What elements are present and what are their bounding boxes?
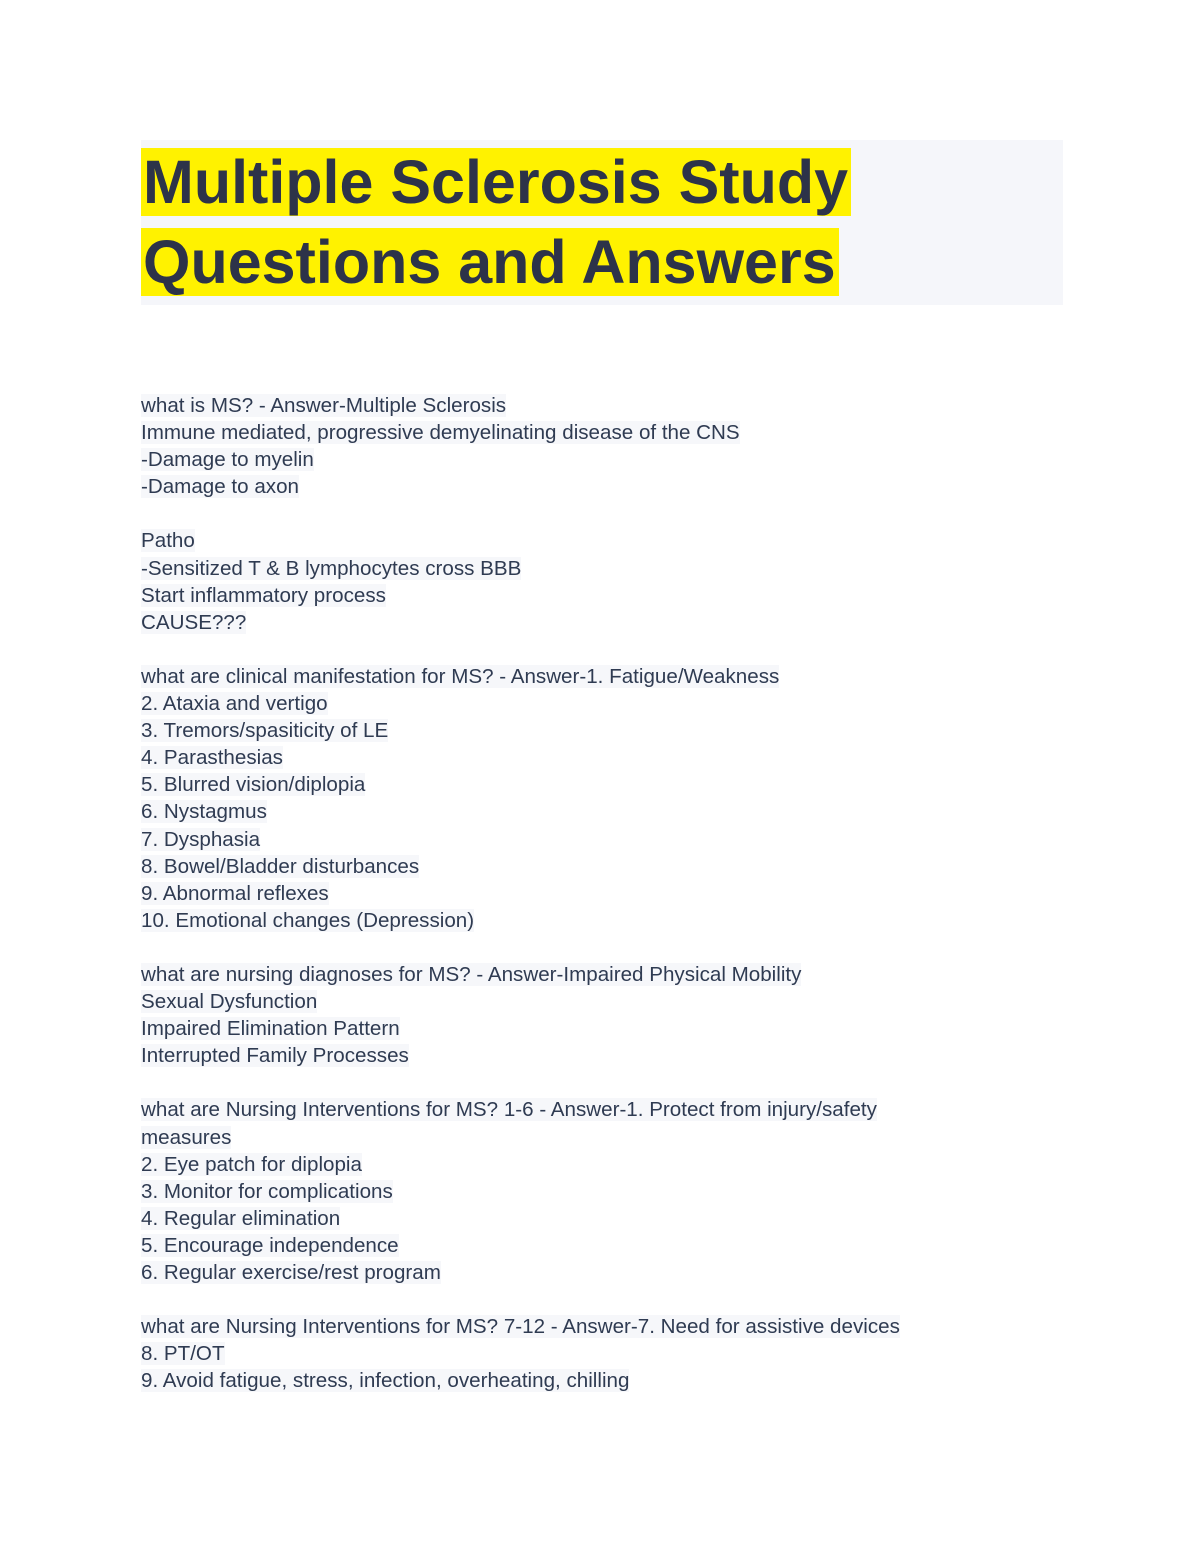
text-line: 2. Ataxia and vertigo bbox=[141, 692, 328, 716]
text-line: 10. Emotional changes (Depression) bbox=[141, 908, 475, 932]
text-line: -Damage to axon bbox=[141, 475, 299, 499]
text-line: 9. Avoid fatigue, stress, infection, overheating, chilling bbox=[141, 1369, 630, 1393]
title-line-2: Questions and Answers bbox=[141, 228, 839, 296]
qa-content bbox=[141, 392, 1021, 1422]
text-line: 5. Blurred vision/diplopia bbox=[141, 773, 366, 797]
text-line: 6. Nystagmus bbox=[141, 800, 267, 824]
text-line: what is MS? - Answer-Multiple Sclerosis bbox=[141, 394, 507, 417]
text-line: Immune mediated, progressive demyelinating disease of the CNS bbox=[141, 421, 740, 445]
text-line: Interrupted Family Processes bbox=[141, 1044, 409, 1068]
text-line: 8. Bowel/Bladder disturbances bbox=[141, 854, 420, 878]
qa-block-interventions-7-12 bbox=[141, 1313, 1021, 1394]
text-line: what are nursing diagnoses for MS? - Answer-Impaired Physical Mobility bbox=[141, 962, 802, 986]
text-line: 7. Dysphasia bbox=[141, 827, 261, 851]
text-line: 5. Encourage independence bbox=[141, 1233, 399, 1257]
text-line: Patho bbox=[141, 529, 195, 553]
text-line: what are clinical manifestation for MS? - Answer-1. Fatigue/Weakness bbox=[141, 664, 780, 688]
text-line: CAUSE??? bbox=[141, 610, 247, 634]
qa-block-interventions-1-6 bbox=[141, 1096, 1021, 1286]
text-line: -Damage to myelin bbox=[141, 448, 314, 472]
text-line: measures bbox=[141, 1125, 232, 1149]
title-line-1: Multiple Sclerosis Study bbox=[141, 148, 851, 216]
text-line: what are Nursing Interventions for MS? 1-6 - Answer-1. Protect from injury/safety bbox=[141, 1098, 877, 1122]
text-line: 4. Regular elimination bbox=[141, 1206, 341, 1230]
text-line: 8. PT/OT bbox=[141, 1342, 225, 1366]
qa-block-patho bbox=[141, 527, 1021, 635]
text-line: 3. Monitor for complications bbox=[141, 1179, 393, 1203]
qa-block-clinical-manifestations bbox=[141, 663, 1021, 934]
text-line: 9. Abnormal reflexes bbox=[141, 881, 329, 905]
qa-block-nursing-diagnoses bbox=[141, 961, 1021, 1069]
qa-block-what-is-ms bbox=[141, 392, 1021, 500]
text-line: Impaired Elimination Pattern bbox=[141, 1017, 400, 1041]
text-line: 4. Parasthesias bbox=[141, 746, 283, 770]
text-line: 6. Regular exercise/rest program bbox=[141, 1261, 441, 1284]
text-line: what are Nursing Interventions for MS? 7-12 - Answer-7. Need for assistive devices bbox=[141, 1315, 900, 1339]
text-line: 3. Tremors/spasiticity of LE bbox=[141, 719, 389, 743]
text-line: Sexual Dysfunction bbox=[141, 990, 318, 1014]
text-line: Start inflammatory process bbox=[141, 583, 386, 607]
text-line: 2. Eye patch for diplopia bbox=[141, 1152, 362, 1176]
text-line: -Sensitized T & B lymphocytes cross BBB bbox=[141, 556, 522, 580]
document-title bbox=[141, 142, 851, 302]
